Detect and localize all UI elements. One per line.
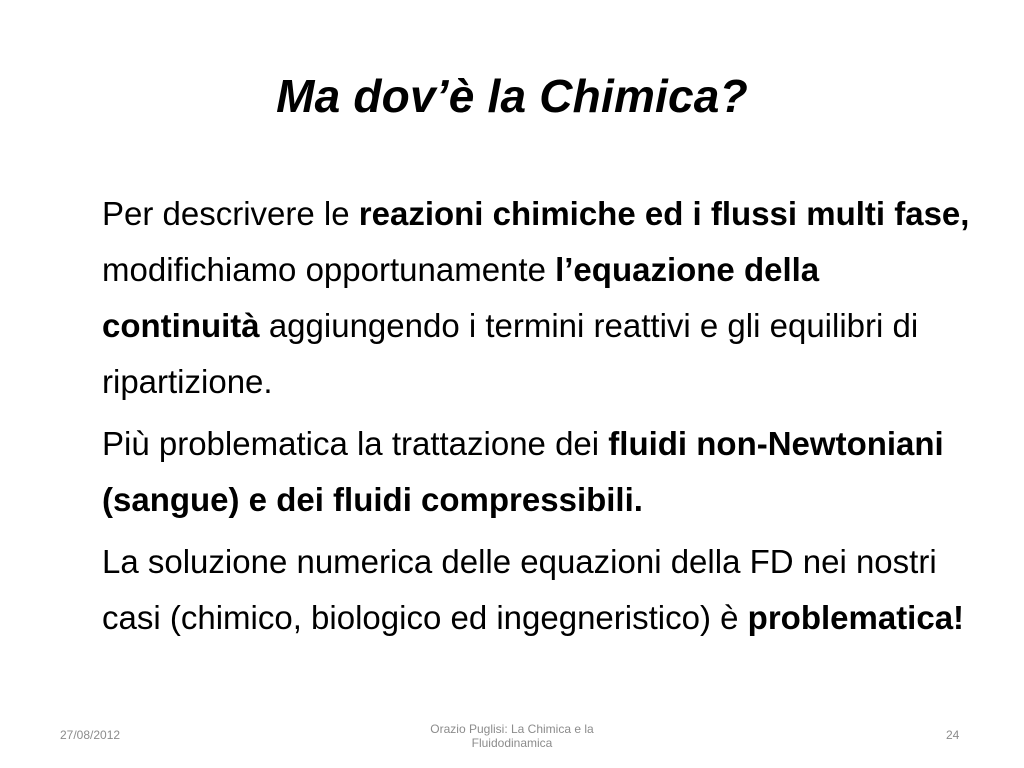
text-run-bold: fluidi non-Newtoniani (sangue) e dei fluidi compressibili. — [102, 425, 944, 518]
text-run: La soluzione numerica delle equazioni della FD nei nostri casi (chimico, biologico ed ingegneristico) è — [102, 543, 937, 636]
paragraph-3 — [102, 534, 982, 646]
text-run: aggiungendo i termini reattivi e gli equilibri di ripartizione. — [102, 307, 919, 400]
text-run-bold: reazioni chimiche ed i flussi multi fase, — [358, 195, 970, 232]
slide-title: Ma dov’è la Chimica? — [276, 70, 748, 122]
paragraph-2 — [102, 416, 982, 528]
text-run: modifichiamo opportunamente — [102, 251, 556, 288]
slide-number: 24 — [946, 728, 960, 742]
text-run: Più problematica la trattazione dei — [102, 425, 609, 462]
text-run-bold: l’equazione della continuità — [102, 251, 820, 344]
text-run: Per descrivere le — [102, 195, 359, 232]
footer-author-title: Orazio Puglisi: La Chimica e la Fluidodinamica — [430, 722, 594, 750]
paragraph-1 — [102, 186, 982, 410]
slide-body — [102, 186, 982, 652]
text-run-bold: problematica! — [747, 599, 965, 636]
footer-date: 27/08/2012 — [60, 728, 121, 742]
